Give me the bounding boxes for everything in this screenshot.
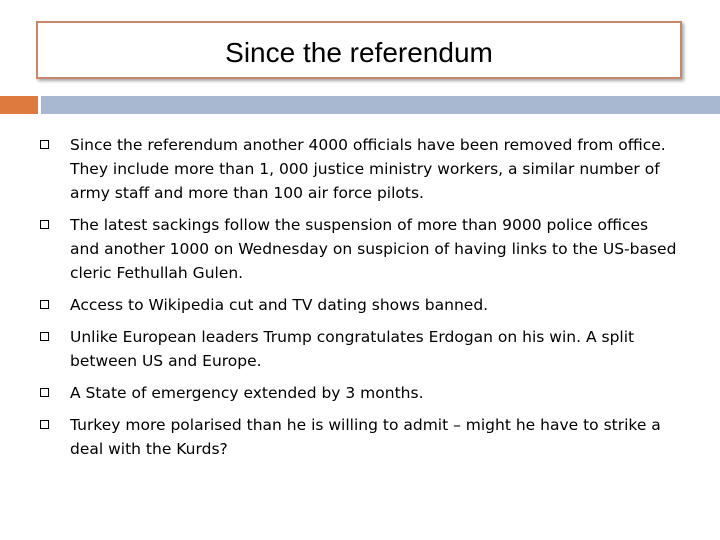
bullet-text: Since the referendum another 4000 officials have been removed from office. They include more than 1, 000 justice ministry workers, a similar number of army staff and more than 100 air force pilots. — [70, 136, 666, 202]
title-box — [36, 21, 682, 79]
divider-bar — [41, 96, 720, 114]
hollow-square-icon — [40, 420, 49, 429]
slide-title: Since the referendum — [225, 37, 493, 68]
bullet-item — [40, 133, 680, 205]
hollow-square-icon — [40, 300, 49, 309]
accent-bar — [0, 96, 38, 114]
hollow-square-icon — [40, 332, 49, 341]
hollow-square-icon — [40, 220, 49, 229]
hollow-square-icon — [40, 388, 49, 397]
bullet-text: Access to Wikipedia cut and TV dating shows banned. — [70, 296, 489, 314]
bullet-item — [40, 413, 680, 461]
bullet-text: The latest sackings follow the suspension of more than 9000 police offices and another 1000 on Wednesday on suspicion of having links to the US-based cleric Fethullah Gulen. — [70, 216, 677, 282]
bullet-item — [40, 325, 680, 373]
bullet-text: Unlike European leaders Trump congratulates Erdogan on his win. A split between US and Europe. — [70, 328, 635, 370]
hollow-square-icon — [40, 140, 49, 149]
bullet-text: Turkey more polarised than he is willing to admit – might he have to strike a deal with the Kurds? — [70, 416, 661, 458]
bullet-text: A State of emergency extended by 3 months. — [70, 384, 424, 402]
bullet-item — [40, 213, 680, 285]
bullet-item — [40, 381, 680, 405]
bullet-item — [40, 293, 680, 317]
bullet-list — [40, 133, 680, 469]
